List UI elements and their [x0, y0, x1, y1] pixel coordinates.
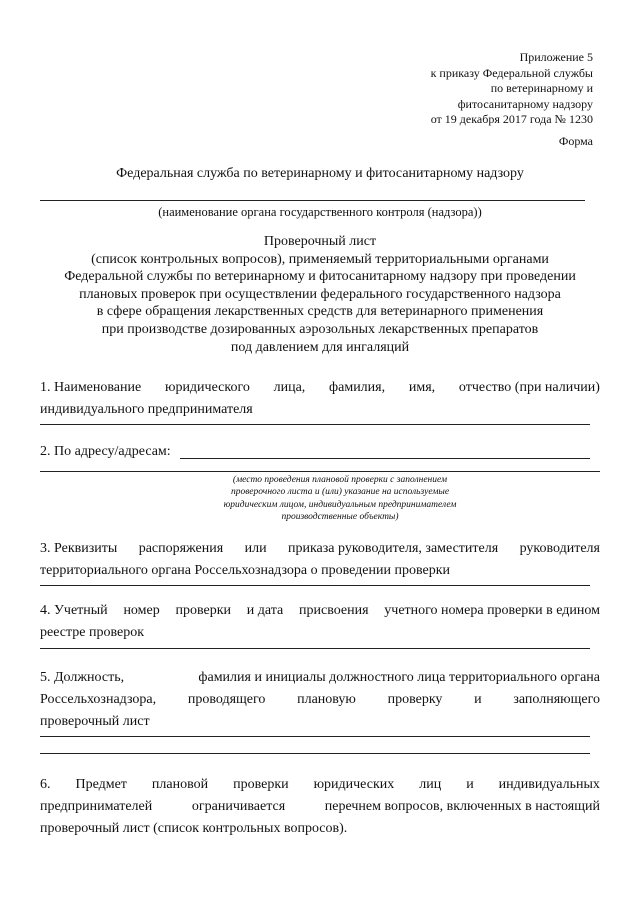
section-1	[40, 377, 600, 421]
title-line: под давлением для ингаляций	[230, 339, 410, 355]
word: распоряжения	[138, 541, 224, 556]
title-line: при производстве дозированных аэрозольных лекарственных препаратов	[101, 321, 539, 337]
word: 6.	[40, 777, 51, 792]
appendix-line: фитосанитарному надзору	[457, 96, 593, 111]
word: ограничивается	[191, 799, 286, 814]
organization-caption: (наименование органа государственного контроля (надзора))	[158, 205, 482, 219]
title-line: Проверочный лист	[263, 234, 377, 249]
word: юридического	[164, 380, 250, 395]
word: имя,	[408, 380, 436, 395]
word: лица,	[273, 380, 306, 395]
appendix-line: Приложение 5	[519, 50, 593, 64]
word: 5. Должность,	[40, 670, 125, 685]
section-5-line-3: проверочный лист	[40, 714, 150, 729]
word: Россельхознадзора,	[40, 692, 157, 707]
section-5-line-2	[40, 689, 600, 711]
section-5-fill-line-2	[40, 753, 590, 754]
word: 4. Учетный	[40, 603, 108, 618]
word: учетного номера проверки в едином	[384, 603, 600, 618]
section-3	[40, 538, 600, 582]
section-5-fill-line-1	[40, 736, 590, 737]
section-3-line-1	[40, 538, 600, 560]
word: проводящего	[187, 692, 266, 707]
word: фамилия,	[329, 380, 386, 395]
word: отчество (при наличии)	[458, 380, 600, 395]
caption-line: юридическим лицом, индивидуальным предпринимателем	[223, 499, 457, 510]
word: присвоения	[299, 603, 369, 618]
section-4-fill-line	[40, 648, 590, 649]
word: плановой	[151, 777, 209, 792]
word: руководителя	[519, 541, 600, 556]
word: проверки	[175, 603, 232, 618]
word: 3. Реквизиты	[40, 541, 118, 556]
organization-underline	[40, 200, 585, 201]
section-5	[40, 667, 600, 733]
word: 1. Наименование	[40, 380, 142, 395]
appendix-line: к приказу Федеральной службы	[430, 65, 593, 80]
section-4-line-1	[40, 600, 600, 622]
section-3-fill-line	[40, 585, 590, 586]
section-6-line-3: проверочный лист (список контрольных вопросов).	[40, 821, 348, 836]
section-1-fill-line	[40, 424, 590, 425]
section-6	[40, 774, 600, 840]
word: перечнем вопросов, включенных в настоящий	[324, 799, 600, 814]
word: индивидуальных	[498, 777, 600, 792]
word: предпринимателей	[40, 799, 153, 814]
word: проверки	[233, 777, 289, 792]
word: проверку	[387, 692, 443, 707]
word: фамилия и инициалы должностного лица территориального органа	[198, 670, 600, 685]
caption-line: производственные объекты)	[281, 511, 399, 522]
section-5-line-1	[40, 667, 600, 689]
word: и	[474, 692, 482, 707]
organization-name: Федеральная служба по ветеринарному и фитосанитарному надзору	[116, 166, 524, 181]
section-4-line-2: реестре проверок	[40, 625, 145, 640]
address-fill-line	[180, 458, 590, 459]
address-fill-line-2	[40, 471, 600, 472]
section-6-line-1	[40, 774, 600, 796]
address-caption	[150, 474, 530, 523]
section-4	[40, 600, 600, 644]
form-label: Форма	[558, 134, 593, 148]
title-line: (список контрольных вопросов), применяемый территориальными органами	[91, 251, 549, 267]
word: и дата	[246, 603, 284, 618]
word: лиц	[419, 777, 442, 792]
title-line: Федеральной службы по ветеринарному и фитосанитарному надзору при проведении	[64, 269, 576, 285]
caption-line: проверочного листа и (или) указание на используемые	[230, 487, 450, 498]
appendix-line: по ветеринарному и	[490, 81, 593, 95]
address-label: 2. По адресу/адресам:	[40, 444, 171, 459]
word: и	[466, 777, 474, 792]
section-6-line-2	[40, 796, 600, 818]
section-1-line-2: индивидуального предпринимателя	[40, 402, 253, 417]
word: номер	[123, 603, 160, 618]
word: Предмет	[75, 777, 127, 792]
word: приказа руководителя, заместителя	[287, 541, 499, 556]
title-line: в сфере обращения лекарственных средств для ветеринарного применения	[96, 304, 544, 320]
word: заполняющего	[513, 692, 600, 707]
caption-line: (место проведения плановой проверки с заполнением	[232, 475, 448, 485]
section-3-line-2: территориального органа Россельхознадзора о проведении проверки	[40, 563, 451, 578]
document-title	[30, 233, 610, 356]
word: или	[244, 541, 267, 556]
appendix-reference	[380, 50, 593, 128]
word: юридических	[313, 777, 395, 792]
word: плановую	[297, 692, 356, 707]
appendix-line: от 19 декабря 2017 года № 1230	[430, 112, 593, 126]
title-line: плановых проверок при осуществлении федерального государственного надзора	[79, 286, 561, 302]
section-1-line-1	[40, 377, 600, 399]
